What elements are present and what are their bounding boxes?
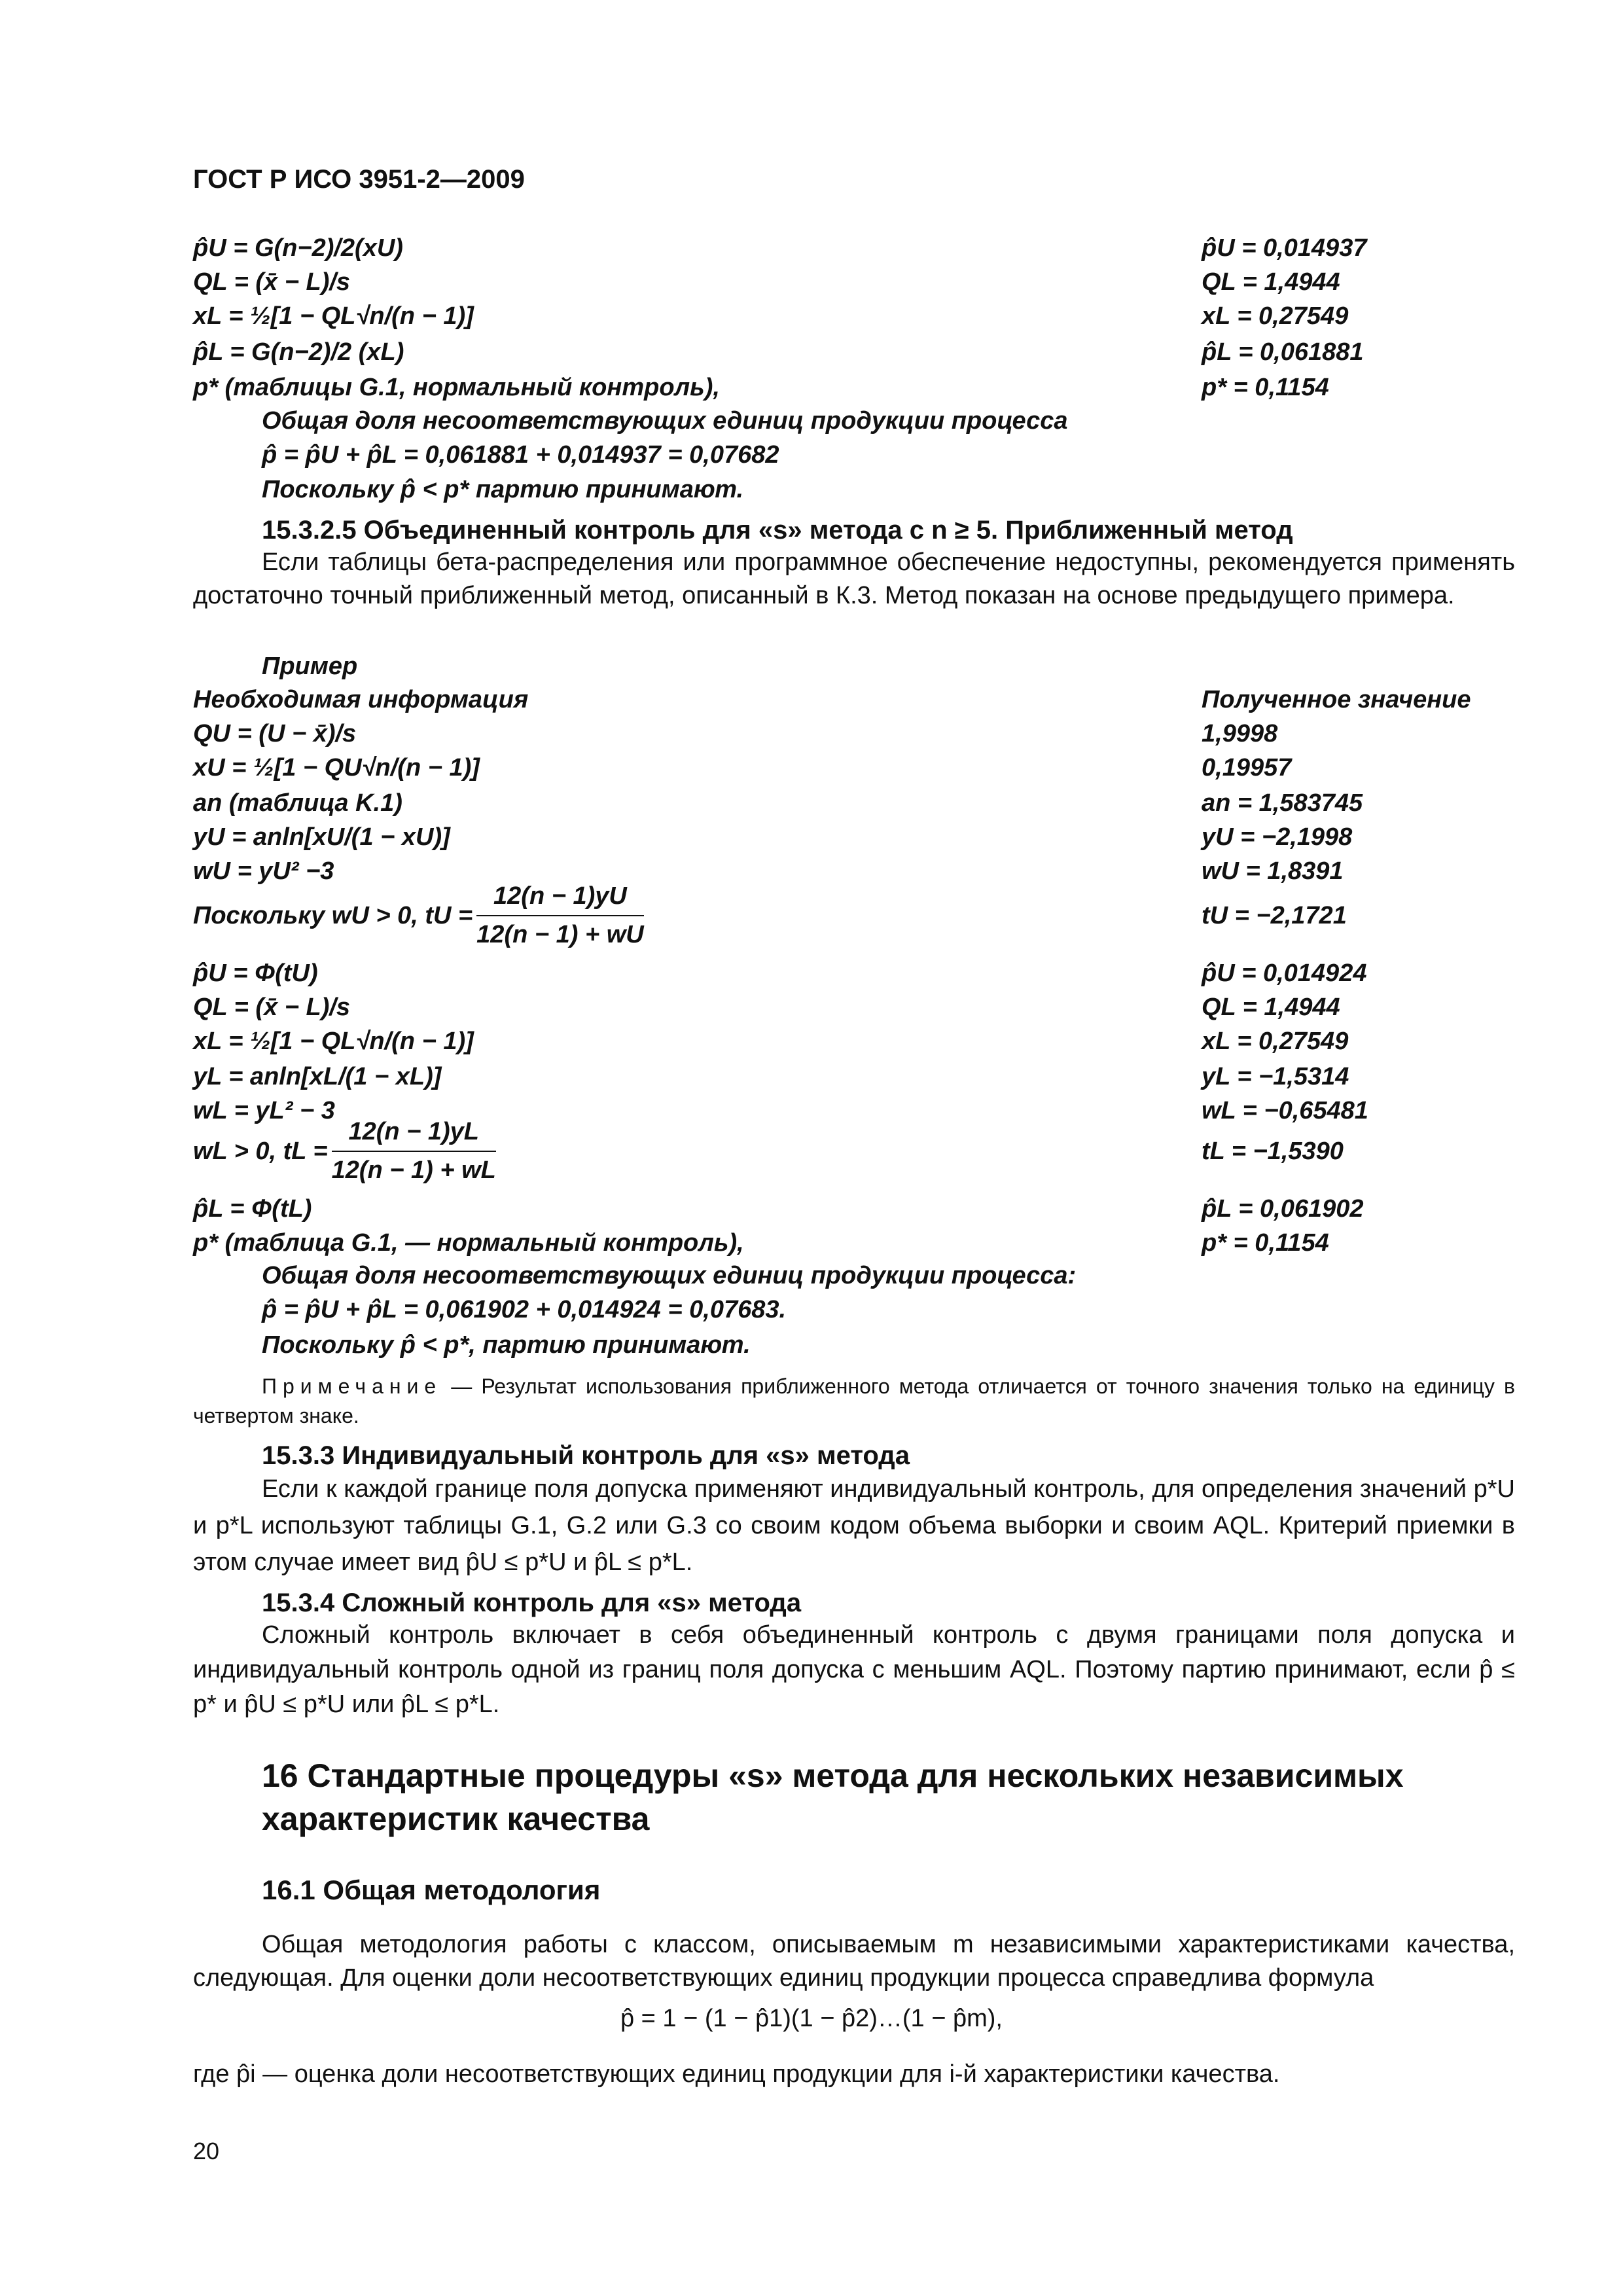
calc-left: wU = yU² −3 — [193, 857, 334, 885]
formula-explanation: где p̂i — оценка доли несоответствующих единиц продукции для i-й характеристики качества. — [193, 2060, 1280, 2088]
calc-right: wU = 1,8391 — [1202, 857, 1344, 885]
calc-summary: Общая доля несоответствующих единиц продукции процесса: — [262, 1262, 1077, 1289]
calc-right: p̂U = 0,014924 — [1202, 960, 1367, 987]
calc-left: p̂U = G(n−2)/2(xU) — [193, 234, 403, 262]
note-text: — Результат использования приближенного метода отличается от точного значения только на единицу в четвертом знаке. — [193, 1374, 1516, 1427]
calc-summary: p̂ = p̂U + p̂L = 0,061881 + 0,014937 = 0,07682 — [262, 441, 779, 469]
column-header-left: Необходимая информация — [193, 686, 529, 713]
calc-right: yL = −1,5314 — [1202, 1063, 1349, 1090]
calc-right: QL = 1,4944 — [1202, 268, 1340, 296]
calc-left: QL = (x̄ − L)/s — [193, 268, 351, 296]
paragraph-text: Если таблицы бета-распределения или программное обеспечение недоступны, рекомендуется применять достаточно точный приближенный метод, описанный в К.3. Метод показан на основе предыдущего примера. — [193, 548, 1515, 610]
calc-left-fraction — [193, 1116, 500, 1187]
calc-right: xL = 0,27549 — [1202, 302, 1349, 330]
calc-right: yU = −2,1998 — [1202, 823, 1353, 851]
paragraph-text: Если к каждой границе поля допуска применяют индивидуальный контроль, для определения значений p*U и p*L используют таблицы G.1, G.2 или G.3 со своим кодом объема выборки и своим AQL. Критерий приемки в этом случае имеет вид p̂U ≤ p*U и p̂L ≤ p*L. — [193, 1475, 1515, 1577]
paragraph-15-3-4 — [193, 1618, 1515, 1723]
paragraph-15-3-3 — [193, 1471, 1515, 1581]
fraction-numerator: 12(n − 1)yU — [476, 880, 644, 916]
calc-right: 1,9998 — [1202, 720, 1278, 747]
calc-left: p* (таблицы G.1, нормальный контроль), — [193, 374, 720, 401]
calc-right: p̂L = 0,061902 — [1202, 1195, 1364, 1223]
calc-summary: Поскольку p̂ < p* партию принимают. — [262, 476, 744, 503]
calc-left: xU = ½[1 − QU√n/(n − 1)] — [193, 754, 480, 781]
column-header-right: Полученное значение — [1202, 686, 1471, 713]
example-title: Пример — [262, 653, 358, 680]
fraction — [332, 1116, 496, 1187]
calc-right: an = 1,583745 — [1202, 789, 1363, 817]
calc-left: an (таблица K.1) — [193, 789, 402, 817]
calc-summary: p̂ = p̂U + p̂L = 0,061902 + 0,014924 = 0,07683. — [262, 1296, 787, 1323]
calc-right: tL = −1,5390 — [1202, 1138, 1344, 1165]
calc-right: tU = −2,1721 — [1202, 902, 1347, 929]
section-heading-16-1: 16.1 Общая методология — [262, 1874, 601, 1905]
section-heading-15-3-2-5: 15.3.2.5 Объединенный контроль для «s» метода с n ≥ 5. Приближенный метод — [262, 516, 1293, 545]
calc-left: wL = yL² − 3 — [193, 1097, 335, 1124]
calc-summary: Общая доля несоответствующих единиц продукции процесса — [262, 407, 1068, 435]
note — [193, 1372, 1515, 1431]
fraction-prefix: wL > 0, tL = — [193, 1137, 328, 1165]
formula: p̂ = 1 − (1 − p̂1)(1 − p̂2)…(1 − p̂m), — [620, 2005, 1003, 2032]
calc-right: p̂L = 0,061881 — [1202, 338, 1364, 366]
calc-right: 0,19957 — [1202, 754, 1292, 781]
section-heading-15-3-3: 15.3.3 Индивидуальный контроль для «s» метода — [262, 1441, 910, 1470]
paragraph-16-1 — [193, 1928, 1515, 1996]
calc-left-fraction — [193, 880, 648, 952]
note-label: Примечание — [262, 1374, 442, 1398]
calc-right: p* = 0,1154 — [1202, 1229, 1329, 1257]
calc-left: yL = anln[xL/(1 − xL)] — [193, 1063, 442, 1090]
calc-left: p* (таблица G.1, — нормальный контроль), — [193, 1229, 744, 1257]
calc-left: p̂L = G(n−2)/2 (xL) — [193, 338, 404, 366]
calc-summary: Поскольку p̂ < p*, партию принимают. — [262, 1331, 751, 1359]
calc-left: p̂U = Φ(tU) — [193, 960, 318, 987]
paragraph-15-3-2-5 — [193, 546, 1515, 613]
document-header: ГОСТ Р ИСО 3951-2—2009 — [193, 165, 525, 194]
calc-left: QU = (U − x̄)/s — [193, 720, 357, 747]
calc-right: p̂U = 0,014937 — [1202, 234, 1367, 262]
fraction — [476, 880, 644, 952]
fraction-denominator: 12(n − 1) + wU — [476, 921, 644, 949]
calc-left: QL = (x̄ − L)/s — [193, 994, 351, 1021]
section-heading-16: 16 Стандартные процедуры «s» метода для нескольких независимых характеристик качества — [262, 1757, 1404, 1837]
calc-left: xL = ½[1 − QL√n/(n − 1)] — [193, 302, 474, 330]
fraction-prefix: Поскольку wU > 0, tU = — [193, 901, 473, 929]
calc-left: p̂L = Φ(tL) — [193, 1195, 312, 1223]
paragraph-text: Сложный контроль включает в себя объединенный контроль с двумя границами поля допуска и индивидуальный контроль одной из границ поля допуска с меньшим AQL. Поэтому партию принимают, если p̂ ≤ p* и p̂U ≤ p*U или p̂L ≤ p*L. — [193, 1621, 1515, 1719]
page-number: 20 — [193, 2138, 220, 2164]
section-heading-15-3-4: 15.3.4 Сложный контроль для «s» метода — [262, 1588, 802, 1617]
calc-right: wL = −0,65481 — [1202, 1097, 1368, 1124]
fraction-denominator: 12(n − 1) + wL — [331, 1157, 496, 1185]
fraction-numerator: 12(n − 1)yL — [332, 1116, 496, 1152]
calc-right: xL = 0,27549 — [1202, 1028, 1349, 1055]
paragraph-text: Общая методология работы с классом, описываемым m независимыми характеристиками качества, следующая. Для оценки доли несоответствующих единиц продукции процесса справедлива формула — [193, 1931, 1515, 1992]
calc-left: yU = anln[xU/(1 − xU)] — [193, 823, 450, 851]
calc-right: QL = 1,4944 — [1202, 994, 1340, 1021]
calc-right: p* = 0,1154 — [1202, 374, 1329, 401]
calc-left: xL = ½[1 − QL√n/(n − 1)] — [193, 1028, 474, 1055]
